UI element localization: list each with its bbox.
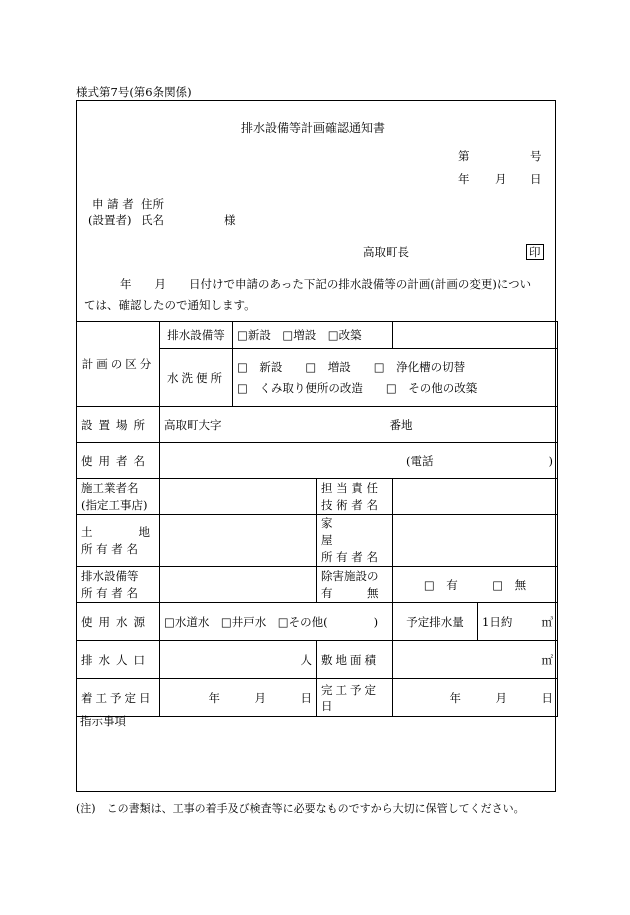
date-month: 月 [495,172,507,186]
hazard-options[interactable]: □ 有 □ 無 [393,567,558,603]
instructions-label: 指示事項 [80,714,126,728]
sama-label: 様 [224,213,236,227]
date-day: 日 [530,172,542,186]
engineer-label: 担 当 責 任 技 術 者 名 [317,479,393,515]
toilet-options-line2: □ くみ取り便所の改造 □ その他の改築 [237,380,478,395]
doc-no-prefix: 第 [458,149,470,163]
per-day-label: 1日約 [482,614,513,629]
form-title: 排水設備等計画確認通知書 [241,121,386,135]
flush-toilet-label: 水洗便所 [160,349,233,407]
equipment-owner-field[interactable] [160,567,317,603]
address-label: 住所 [141,197,164,211]
install-location-label: 設置場所 [77,407,160,443]
body-text-line1: 年 月 日付けで申請のあった下記の排水設備等の計画(計画の変更)につい [120,277,532,291]
start-date-field[interactable]: 年 月 日 [160,679,317,717]
start-date-label: 着工予定日 [77,679,160,717]
site-area-field[interactable] [393,641,558,679]
population-label: 排水人口 [77,641,160,679]
m2-unit: ㎡ [541,652,554,667]
planned-drainage-field[interactable] [478,603,558,641]
contractor-label: 施工業者名 (指定工事店) [77,479,160,515]
hazard-facility-label: 除害施設の 有 無 [317,567,393,603]
drainage-equipment-label: 排水設備等 [160,322,233,349]
drainage-options[interactable]: □新設 □増設 □改築 [233,322,393,349]
end-date-field[interactable]: 年 月 日 [393,679,558,717]
seal-mark: 印 [526,244,544,260]
toilet-options-line1: □ 新設 □ 増設 □ 浄化槽の切替 [237,359,466,374]
toilet-options[interactable] [233,349,558,407]
site-area-label: 敷地面積 [317,641,393,679]
land-owner-label: 土 地 所 有 者 名 [77,515,160,567]
body-text-line2: ては、確認したので通知します。 [84,298,256,312]
water-source-label: 使用水源 [77,603,160,641]
end-date-label: 完工予定日 [317,679,393,717]
land-owner-field[interactable] [160,515,317,567]
install-location-field[interactable] [160,407,558,443]
equipment-owner-label: 排水設備等 所 有 者 名 [77,567,160,603]
house-owner-field[interactable] [393,515,558,567]
user-name-field[interactable] [160,443,558,479]
m3-unit: ㎥ [541,614,554,629]
footer-note: (注) この書類は、工事の着手及び検査等に必要なものですから大切に保管してください。 [76,802,525,815]
mayor-label: 高取町長 [363,245,409,259]
plan-category-label: 計画の区分 [77,322,160,407]
town-area: 高取町大字 [164,417,222,432]
house-owner-label: 家 屋 所 有 者 名 [317,515,393,567]
application-table [76,321,558,717]
form-number: 様式第7号(第6条関係) [76,85,192,99]
banchi: 番地 [389,417,413,432]
planned-drainage-label: 予定排水量 [393,603,478,641]
user-name-label: 使用者名 [77,443,160,479]
water-options[interactable]: □水道水 □井戸水 □その他( ) [160,603,393,641]
person-unit: 人 [300,652,312,667]
population-field[interactable] [160,641,317,679]
tel-label: (電話 ) [406,453,554,468]
drainage-blank [393,322,558,349]
contractor-field[interactable] [160,479,317,515]
date-year: 年 [458,172,470,186]
engineer-field[interactable] [393,479,558,515]
doc-no-suffix: 号 [530,149,542,163]
installer-label: (設置者) [88,213,132,227]
applicant-label: 申 請 者 [92,197,134,211]
name-label: 氏名 [141,213,164,227]
